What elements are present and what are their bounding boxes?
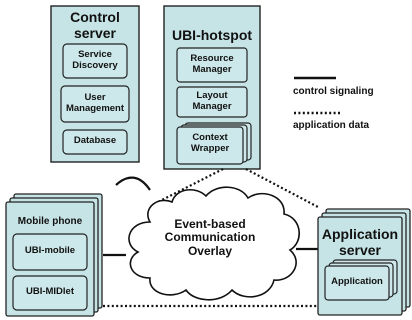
context-wrapper-label bbox=[177, 133, 243, 154]
layout-manager-line1: Layout bbox=[196, 90, 228, 101]
user-management-line2: Management bbox=[65, 102, 125, 114]
user-management-label bbox=[61, 93, 129, 114]
service-discovery-label bbox=[63, 50, 127, 71]
resource-manager-line1: Resource bbox=[190, 53, 234, 64]
app-server-title-line1: Application bbox=[321, 226, 399, 242]
context-wrapper-line2: Wrapper bbox=[190, 142, 230, 154]
cloud-label-line3: Overlay bbox=[187, 243, 233, 258]
cloud-label bbox=[150, 218, 270, 258]
mobile-phone-title: Mobile phone bbox=[17, 216, 83, 227]
cloud-label-line1: Event-based bbox=[174, 217, 246, 231]
ubi-midlet-label: UBI-MIDlet bbox=[25, 286, 75, 297]
solid-arc-mobile-controlserver bbox=[116, 178, 150, 190]
legend-control-signaling: control signaling bbox=[293, 86, 374, 97]
cloud-label-line2: Communication bbox=[164, 230, 256, 245]
database-label: Database bbox=[73, 135, 117, 146]
app-server-title-line2: server bbox=[338, 241, 382, 258]
legend-application-data: application data bbox=[293, 120, 370, 131]
control-server-title bbox=[51, 10, 139, 41]
service-discovery-line1: Service bbox=[78, 49, 112, 60]
control-server-title-line1: Control bbox=[70, 9, 120, 25]
ubi-mobile-label: UBI-mobile bbox=[24, 245, 76, 256]
service-discovery-line2: Discovery bbox=[72, 59, 118, 71]
layout-manager-label bbox=[177, 91, 247, 112]
layout-manager-line2: Manager bbox=[192, 100, 232, 112]
app-server-title bbox=[318, 227, 402, 258]
application-label: Application bbox=[331, 276, 383, 287]
user-management-line1: User bbox=[84, 92, 106, 103]
resource-manager-label bbox=[177, 54, 247, 75]
ubi-hotspot-title: UBI-hotspot bbox=[171, 27, 253, 43]
control-server-title-line2: server bbox=[73, 24, 117, 41]
context-wrapper-line1: Context bbox=[192, 132, 228, 143]
resource-manager-line2: Manager bbox=[192, 63, 232, 75]
